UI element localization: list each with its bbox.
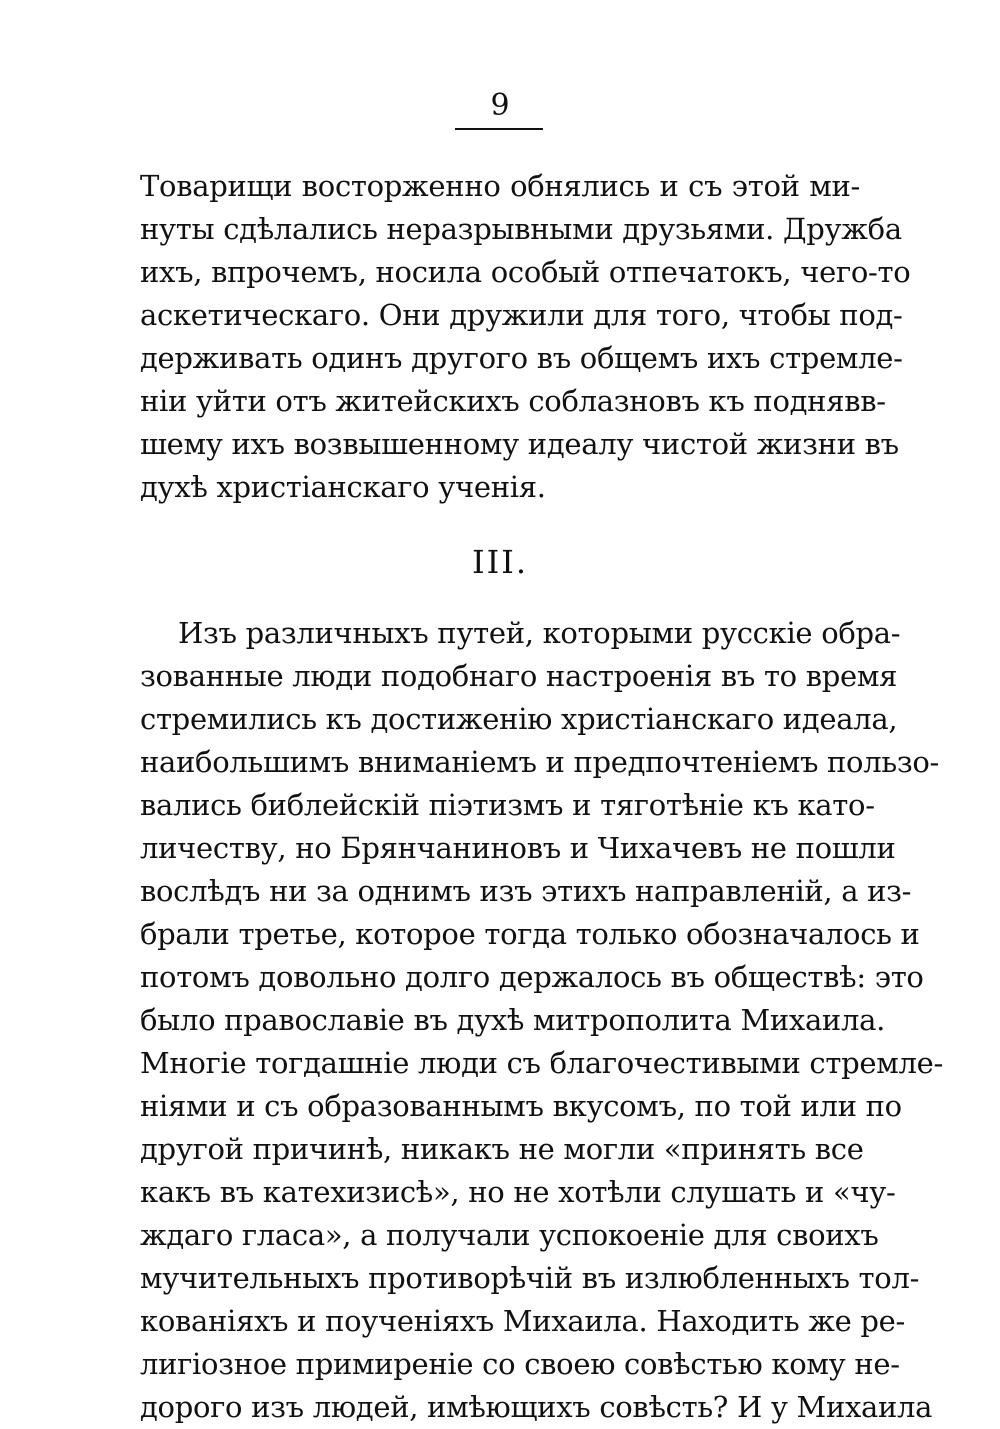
text-line: наибольшимъ вниманіемъ и предпочтеніемъ пользо- [140, 745, 940, 779]
page-number: 9 [490, 88, 510, 123]
text-line: брали третье, которое тогда только обозначалось и [140, 917, 920, 951]
section-heading: III. [471, 543, 529, 581]
text-line: нуты сдѣлались неразрывными друзьями. Дружба [140, 212, 902, 246]
text-line: вослѣдъ ни за однимъ изъ этихъ направленій, а из- [140, 874, 912, 908]
paragraph-1 [140, 165, 911, 509]
text-line: ихъ, впрочемъ, носила особый отпечатокъ, чего-то [140, 255, 911, 289]
text-line: стремились къ достиженію христіанскаго идеала, [140, 702, 898, 736]
text-line: Товарищи восторженно обнялись и съ этой ми- [140, 169, 860, 203]
text-line: личеству, но Брянчаниновъ и Чихачевъ не пошли [140, 831, 896, 865]
text-line: ніями и съ образованнымъ вкусомъ, по той или по [140, 1089, 902, 1123]
text-line: зованные люди подобнаго настроенія въ то время [140, 659, 898, 693]
text-line: другой причинѣ, никакъ не могли «принять все [140, 1132, 864, 1166]
text-line: дорого изъ людей, имѣющихъ совѣсть? И у Михаила [140, 1390, 933, 1424]
text-line: потомъ довольно долго держалось въ обществѣ: это [140, 960, 924, 994]
text-line: держивать одинъ другого въ общемъ ихъ стремле- [140, 341, 903, 375]
text-line: Многіе тогдашніе люди съ благочестивыми стремле- [140, 1046, 943, 1080]
text-line: лигіозное примиреніе со своею совѣстью кому не- [140, 1347, 900, 1381]
text-line: Изъ различныхъ путей, которыми русскіе обра- [178, 616, 901, 650]
text-line: шему ихъ возвышенному идеалу чистой жизни въ [140, 427, 899, 461]
text-line: мучительныхъ противорѣчій въ излюбленныхъ тол- [140, 1261, 920, 1295]
text-line: духѣ христіанскаго ученія. [140, 470, 546, 504]
text-line: было православіе въ духѣ митрополита Михаила. [140, 1003, 885, 1037]
text-line: вались библейскій піэтизмъ и тяготѣніе къ като- [140, 788, 875, 822]
text-line: аскетическаго. Они дружили для того, чтобы под- [140, 298, 903, 332]
text-line: какъ въ катехизисѣ», но не хотѣли слушать и «чу- [140, 1175, 896, 1209]
text-line: ніи уйти отъ житейскихъ соблазновъ къ поднявв- [140, 384, 886, 418]
paragraph-2 [140, 612, 943, 1429]
text-line: ждаго гласа», а получали успокоеніе для своихъ [140, 1218, 879, 1252]
page-number-rule [455, 128, 543, 130]
text-line: кованіяхъ и поученіяхъ Михаила. Находить же ре- [140, 1304, 906, 1338]
